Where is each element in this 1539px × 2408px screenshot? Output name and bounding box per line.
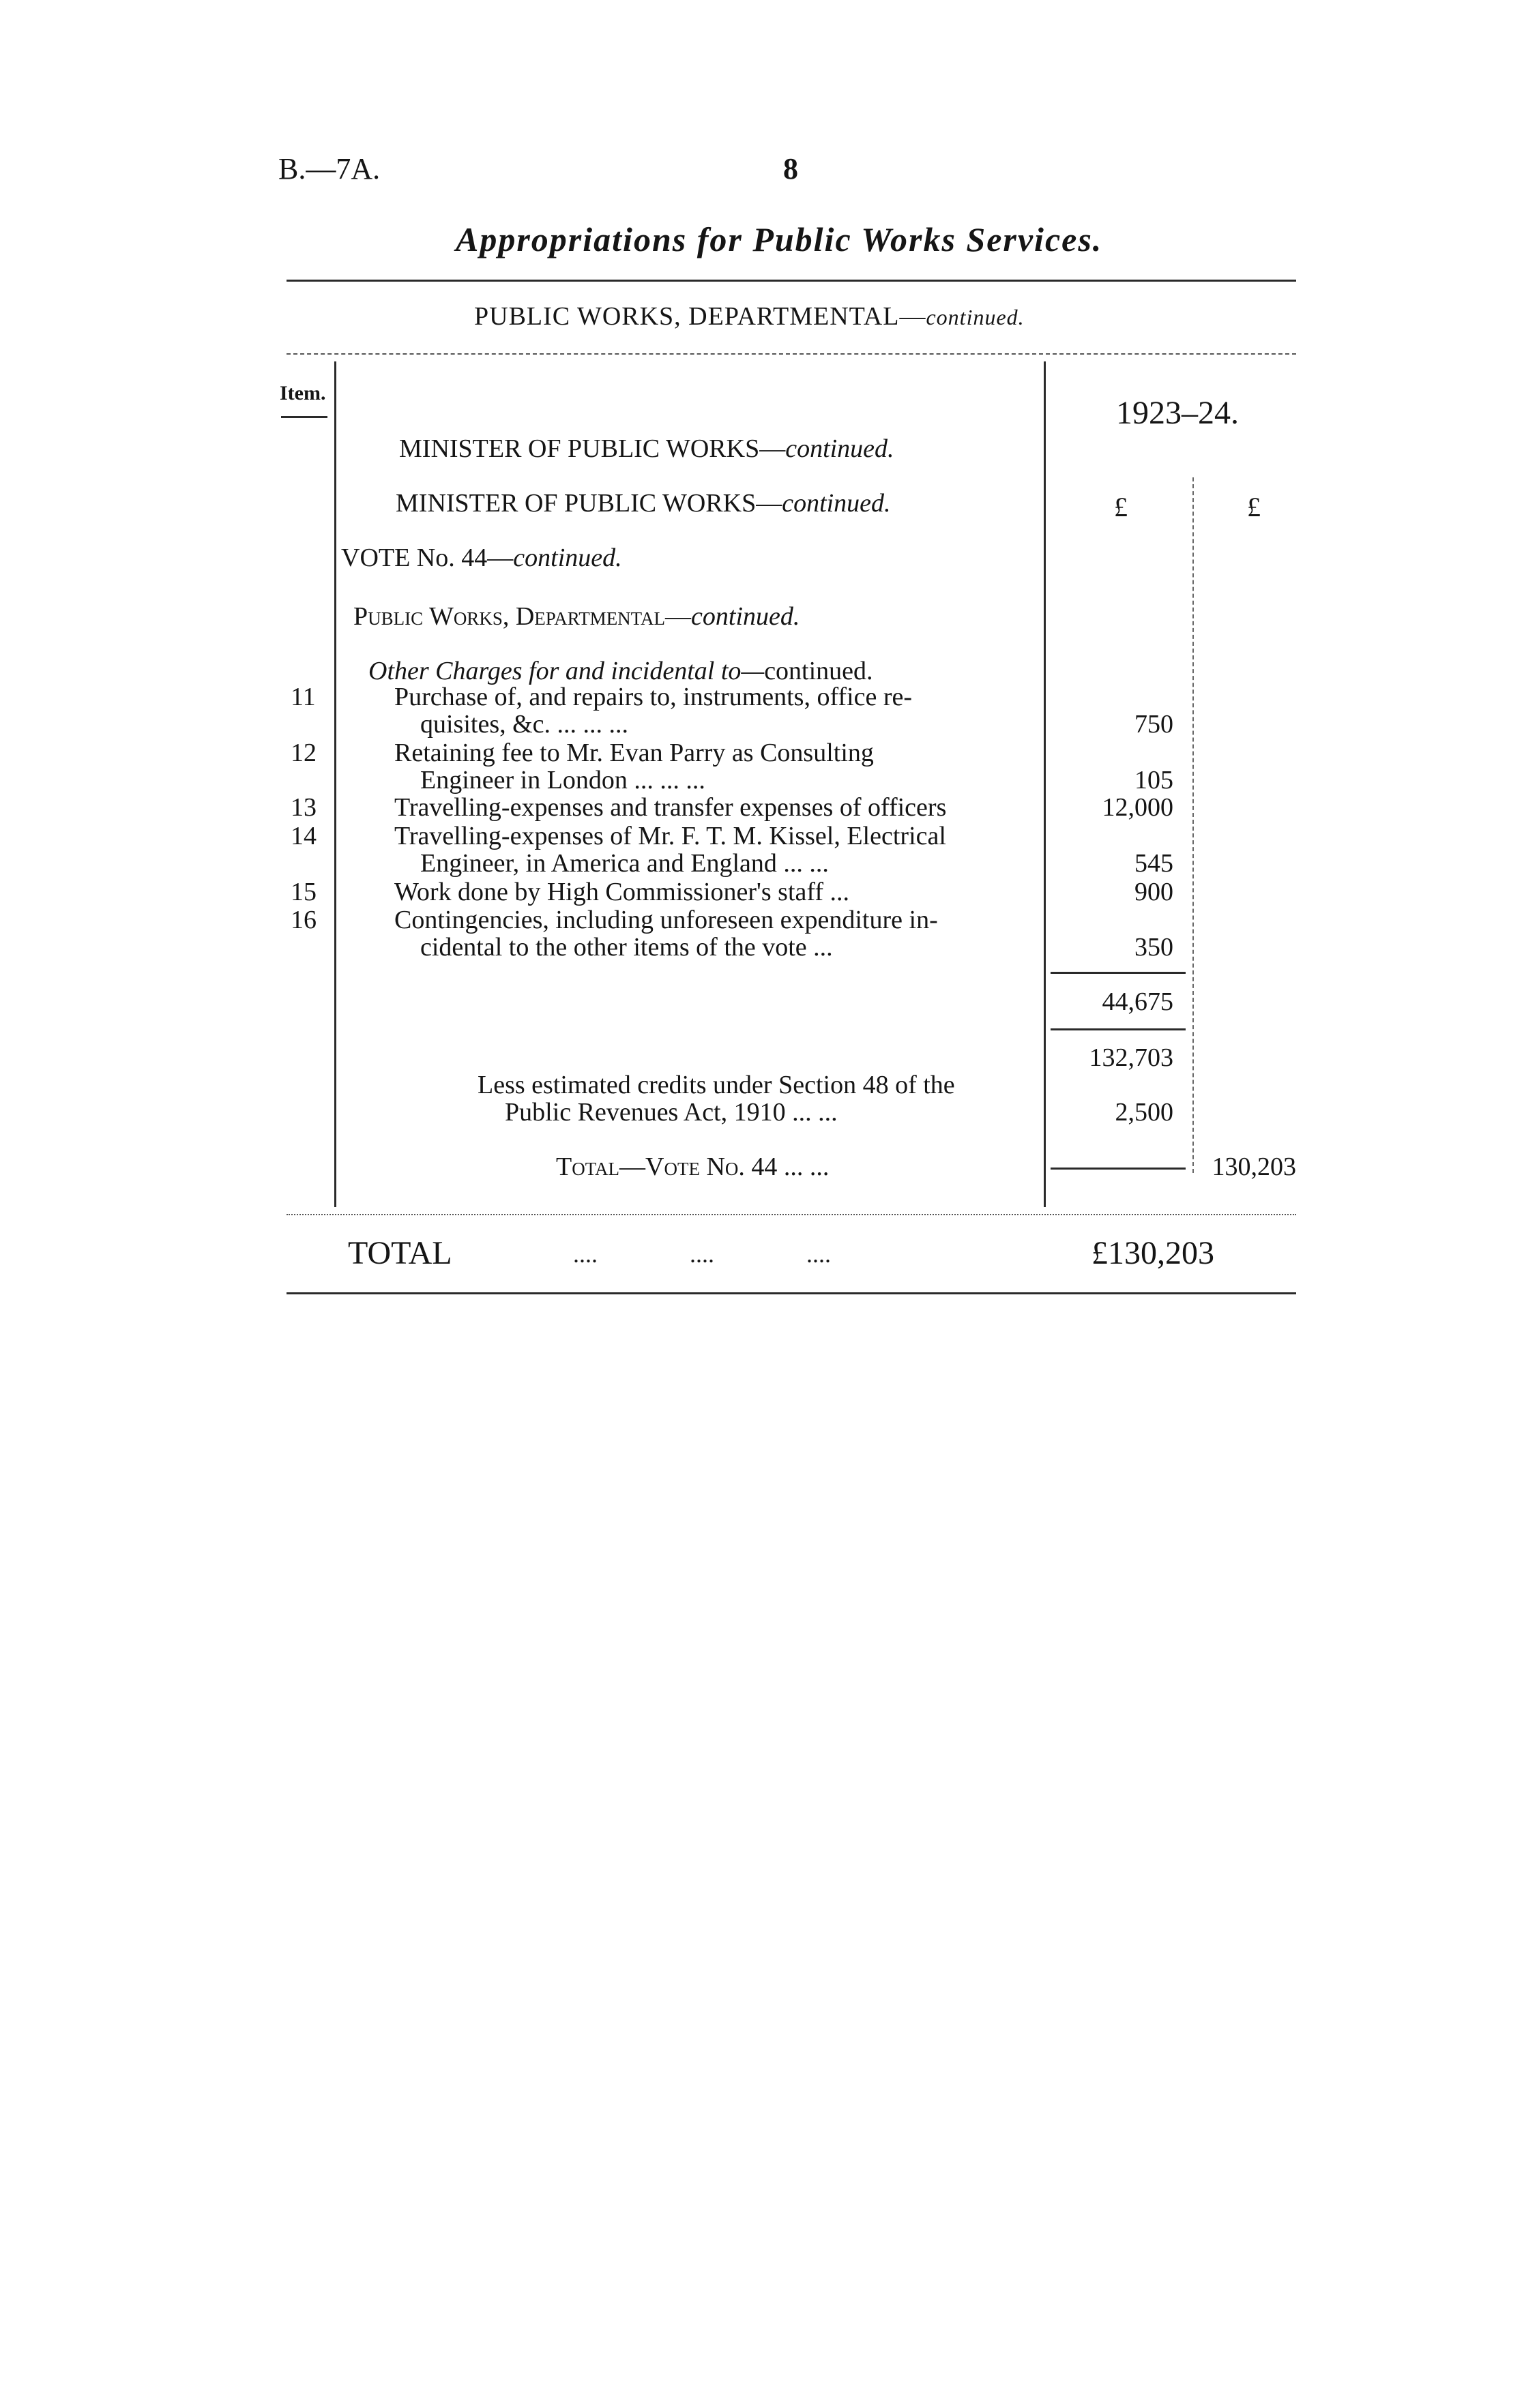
- section-title-text: PUBLIC WORKS, DEPARTMENTAL—: [474, 302, 926, 331]
- item-column-rule: [334, 361, 336, 1207]
- total-label: TOTAL: [348, 1235, 452, 1271]
- credits-label: Less estimated credits under Section 48 of the: [478, 1071, 955, 1099]
- other-charges-suffix: continued.: [764, 657, 873, 685]
- item-number: 14: [291, 822, 317, 850]
- vote-heading-text: VOTE No. 44—: [341, 544, 514, 572]
- section-title-suffix: continued.: [926, 305, 1025, 329]
- item-amount: 105: [1134, 766, 1173, 794]
- total-dots: .... .... ....: [573, 1240, 831, 1268]
- item-header: Item.: [280, 382, 326, 404]
- credits-label-cont: Public Revenues Act, 1910 ... ...: [505, 1098, 838, 1127]
- other-charges-text: Other Charges for and incidental to—: [368, 657, 765, 685]
- item-number: 13: [291, 793, 317, 822]
- item-amount: 545: [1134, 849, 1173, 878]
- currency-col1: £: [1114, 492, 1128, 522]
- item-number: 16: [291, 906, 317, 934]
- vote-heading: [341, 543, 622, 573]
- item-description-cont: Engineer in London ... ... ...: [420, 766, 705, 794]
- item-amount: 750: [1134, 710, 1173, 739]
- total-bottom-rule: [287, 1292, 1296, 1294]
- heading-minister-1: [399, 434, 894, 464]
- gross-total-rule: [1051, 1028, 1186, 1030]
- item-number: 12: [291, 739, 317, 767]
- item-amount: 12,000: [1102, 793, 1173, 822]
- other-charges-heading: [368, 656, 873, 686]
- item-description: Purchase of, and repairs to, instruments, office re-: [394, 683, 913, 711]
- vote-heading-suffix: continued.: [513, 544, 622, 572]
- item-amount: 350: [1134, 933, 1173, 962]
- title-rule: [287, 280, 1296, 282]
- item-amount: 900: [1134, 878, 1173, 906]
- vote-total-label: Total—Vote No. 44 ... ...: [556, 1153, 830, 1181]
- item-number: 11: [291, 683, 316, 711]
- heading-minister-1-suffix: continued.: [785, 434, 894, 463]
- subvote-heading: [353, 601, 800, 631]
- subtotal-amount: 44,675: [1102, 987, 1173, 1016]
- item-number: 15: [291, 878, 317, 906]
- gross-total-amount: 132,703: [1089, 1043, 1173, 1072]
- subvote-heading-text: Public Works, Departmental—: [353, 602, 692, 631]
- heading-minister-1-text: MINISTER OF PUBLIC WORKS—: [399, 434, 786, 463]
- subvote-heading-suffix: continued.: [691, 602, 800, 631]
- item-description-cont: cidental to the other items of the vote ...: [420, 933, 833, 962]
- currency-col2: £: [1247, 492, 1261, 522]
- total-column-rule: [1192, 477, 1194, 1173]
- item-description: Travelling-expenses and transfer expenses of officers: [394, 793, 947, 822]
- total-top-rule: [287, 1214, 1296, 1215]
- heading-minister-2-text: MINISTER OF PUBLIC WORKS—: [396, 489, 782, 518]
- item-description: Contingencies, including unforeseen expenditure in-: [394, 906, 938, 934]
- credits-amount: 2,500: [1115, 1098, 1173, 1127]
- heading-minister-2: [396, 488, 891, 518]
- item-description: Travelling-expenses of Mr. F. T. M. Kissel, Electrical: [394, 822, 946, 850]
- year-header: 1923–24.: [1116, 395, 1239, 431]
- subtotal-rule: [1051, 972, 1186, 974]
- item-description-cont: Engineer, in America and England ... ...: [420, 849, 829, 878]
- section-title: [474, 301, 1025, 331]
- heading-minister-2-suffix: continued.: [782, 489, 891, 518]
- item-description-cont: quisites, &c. ... ... ...: [420, 710, 629, 739]
- section-rule: [287, 353, 1296, 355]
- item-description: Retaining fee to Mr. Evan Parry as Consulting: [394, 739, 874, 767]
- document-code: B.—7A.: [278, 152, 381, 185]
- item-header-rule: [281, 416, 327, 418]
- item-description: Work done by High Commissioner's staff ...: [394, 878, 849, 906]
- total-amount: £130,203: [1091, 1235, 1214, 1271]
- vote-total-amount: 130,203: [1212, 1153, 1296, 1181]
- page-title: Appropriations for Public Works Services.: [456, 220, 1103, 258]
- page-number: 8: [783, 152, 798, 185]
